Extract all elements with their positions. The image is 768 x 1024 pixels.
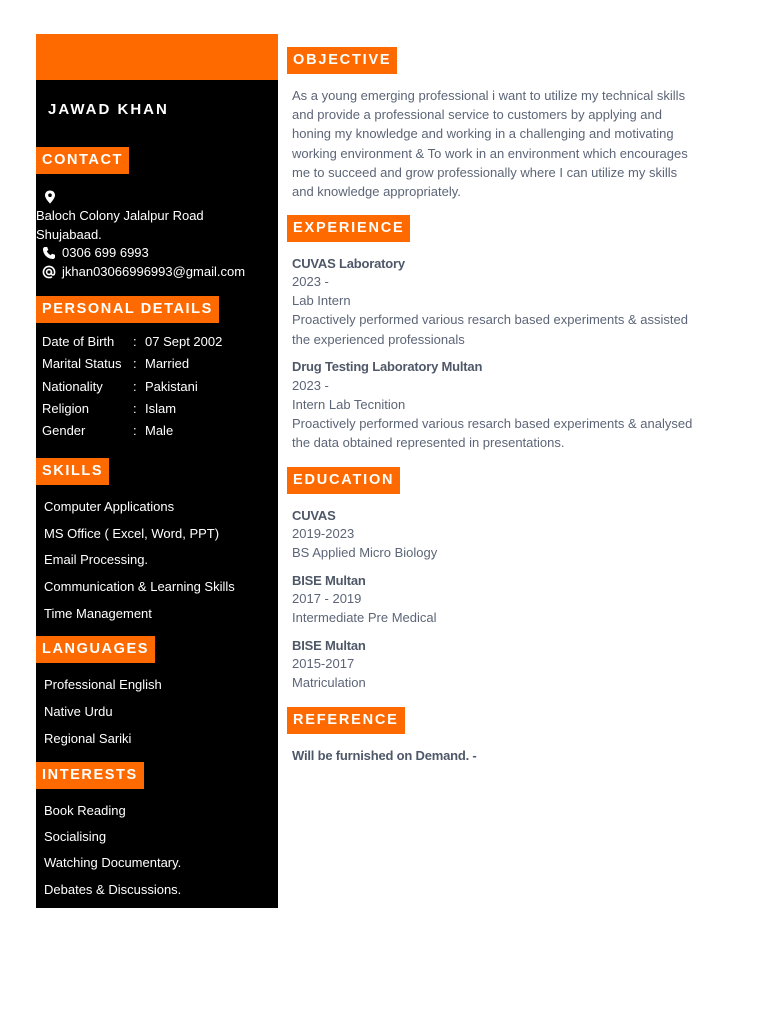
separator: : [133, 356, 137, 371]
candidate-name: JAWAD KHAN [48, 101, 169, 118]
contact-heading: CONTACT [36, 147, 129, 174]
personal-details-heading: PERSONAL DETAILS [36, 296, 219, 323]
languages-heading: LANGUAGES [36, 636, 155, 663]
experience-heading: EXPERIENCE [287, 215, 410, 242]
education-institute: BISE Multan [292, 573, 366, 588]
skills-heading: SKILLS [36, 458, 109, 485]
interest-item: Socialising [44, 829, 107, 844]
experience-desc: the experienced professionals [292, 332, 465, 347]
education-heading: EDUCATION [287, 467, 400, 494]
address [36, 206, 276, 244]
objective-heading: OBJECTIVE [287, 47, 397, 74]
skill-item: MS Office ( Excel, Word, PPT) [44, 526, 220, 541]
phone-icon [42, 246, 56, 260]
personal-row-dob [42, 334, 222, 349]
experience-year: 2023 - [292, 274, 329, 289]
language-item: Regional Sariki [44, 731, 132, 746]
objective-line: As a young emerging professional i want to utilize my technical skills [292, 88, 686, 103]
education-institute: CUVAS [292, 508, 336, 523]
experience-desc: Proactively performed various resarch based experiments & analysed [292, 416, 693, 431]
education-degree: BS Applied Micro Biology [292, 545, 438, 560]
personal-value: Pakistani [145, 379, 198, 394]
at-sign-icon [42, 265, 56, 279]
objective-text [292, 86, 712, 201]
personal-row-gender [42, 423, 173, 438]
objective-line: working environment & To work in an environment which encourages [292, 145, 688, 161]
sidebar-accent-bar [36, 34, 278, 80]
personal-label: Date of Birth [42, 334, 115, 349]
personal-value: Islam [145, 401, 177, 416]
education-degree: Intermediate Pre Medical [292, 610, 437, 625]
sidebar [36, 34, 278, 908]
experience-role: Lab Intern [292, 293, 351, 308]
experience-desc: Proactively performed various resarch based experiments & assisted [292, 312, 688, 327]
experience-org: CUVAS Laboratory [292, 256, 405, 271]
education-years: 2015-2017 [292, 656, 355, 671]
personal-value: 07 Sept 2002 [145, 334, 223, 349]
objective-line: and knowledge appropriately. [292, 184, 461, 200]
language-item: Native Urdu [44, 704, 113, 719]
location-pin-icon [44, 190, 56, 204]
skill-item: Email Processing. [44, 552, 149, 567]
objective-line: and provide a professional service to customers by applying and [292, 107, 662, 123]
separator: : [133, 401, 137, 416]
experience-desc: the data obtained represented in presentations. [292, 435, 565, 450]
address-line-2: Shujabaad. [36, 227, 102, 242]
personal-label: Gender [42, 423, 86, 438]
reference-text: Will be furnished on Demand. - [292, 748, 477, 763]
interests-heading: INTERESTS [36, 762, 144, 789]
personal-row-marital [42, 356, 189, 371]
personal-value: Male [145, 423, 174, 438]
address-line-1: Baloch Colony Jalalpur Road [36, 208, 204, 223]
education-degree: Matriculation [292, 675, 366, 690]
separator: : [133, 334, 137, 349]
education-years: 2019-2023 [292, 526, 355, 541]
personal-row-nationality [42, 379, 198, 394]
skill-item: Computer Applications [44, 499, 175, 514]
email-row [42, 264, 245, 279]
phone-number[interactable]: 0306 699 6993 [62, 245, 149, 260]
email-address[interactable]: jkhan03066996993@gmail.com [62, 264, 246, 279]
objective-line: me to succeed and grow professionally where I can utilize my skills [292, 164, 678, 180]
personal-value: Married [145, 356, 190, 371]
interest-item: Debates & Discussions. [44, 882, 182, 897]
skill-item: Communication & Learning Skills [44, 579, 235, 594]
objective-line: honing my knowledge and working in a challenging and motivating [292, 126, 674, 142]
personal-row-religion [42, 401, 176, 416]
personal-label: Nationality [42, 379, 103, 394]
language-item: Professional English [44, 677, 162, 692]
separator: : [133, 423, 137, 438]
separator: : [133, 379, 137, 394]
interest-item: Book Reading [44, 803, 126, 818]
personal-label: Marital Status [42, 356, 122, 371]
experience-role: Intern Lab Tecnition [292, 397, 406, 412]
reference-heading: REFERENCE [287, 707, 405, 734]
education-institute: BISE Multan [292, 638, 366, 653]
interest-item: Watching Documentary. [44, 855, 182, 870]
education-years: 2017 - 2019 [292, 591, 362, 606]
skill-item: Time Management [44, 606, 152, 621]
experience-org: Drug Testing Laboratory Multan [292, 359, 483, 374]
experience-year: 2023 - [292, 378, 329, 393]
phone-row [42, 245, 149, 260]
personal-label: Religion [42, 401, 89, 416]
